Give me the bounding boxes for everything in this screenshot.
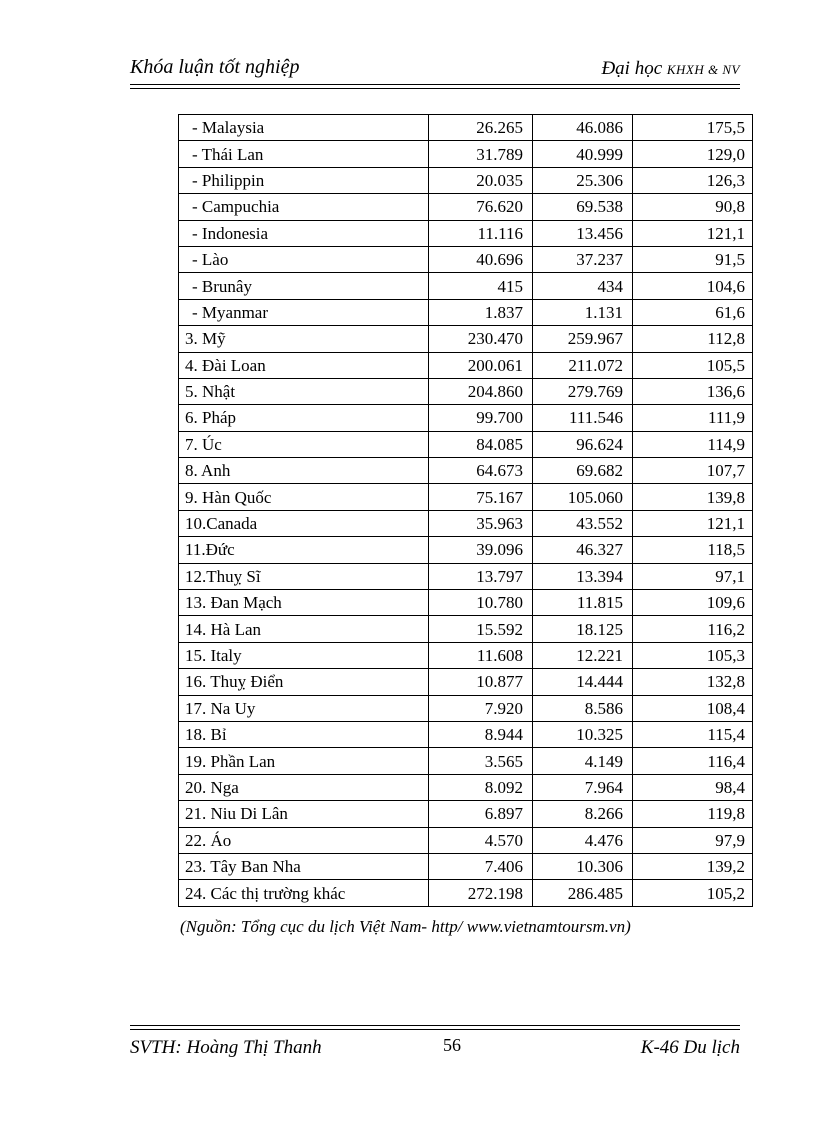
market-name-cell: 4. Đài Loan (179, 352, 429, 378)
market-name-cell: 23. Tây Ban Nha (179, 853, 429, 879)
value-col1-cell: 10.780 (429, 590, 533, 616)
percent-cell: 118,5 (633, 537, 753, 563)
percent-cell: 121,1 (633, 510, 753, 536)
table-row (179, 194, 753, 220)
market-name-cell: 6. Pháp (179, 405, 429, 431)
percent-cell: 105,5 (633, 352, 753, 378)
value-col1-cell: 39.096 (429, 537, 533, 563)
table-row (179, 748, 753, 774)
header-thesis-title: Khóa luận tốt nghiệp (130, 56, 300, 78)
value-col2-cell: 8.586 (533, 695, 633, 721)
header-university (601, 58, 740, 80)
value-col1-cell: 64.673 (429, 458, 533, 484)
table-row (179, 510, 753, 536)
value-col1-cell: 76.620 (429, 194, 533, 220)
market-name-cell: 13. Đan Mạch (179, 590, 429, 616)
value-col2-cell: 259.967 (533, 326, 633, 352)
value-col1-cell: 230.470 (429, 326, 533, 352)
value-col2-cell: 14.444 (533, 669, 633, 695)
market-name-cell: - Thái Lan (179, 141, 429, 167)
percent-cell: 91,5 (633, 246, 753, 272)
table-row (179, 590, 753, 616)
market-name-cell: 12.Thuỵ Sĩ (179, 563, 429, 589)
market-name-cell: 11.Đức (179, 537, 429, 563)
percent-cell: 97,1 (633, 563, 753, 589)
table-row (179, 167, 753, 193)
table-row (179, 273, 753, 299)
table-row (179, 695, 753, 721)
value-col2-cell: 211.072 (533, 352, 633, 378)
value-col1-cell: 272.198 (429, 880, 533, 906)
footer-author: SVTH: Hoàng Thị Thanh (130, 1037, 322, 1058)
footer-class: K-46 Du lịch (640, 1037, 740, 1058)
percent-cell: 112,8 (633, 326, 753, 352)
market-name-cell: 14. Hà Lan (179, 616, 429, 642)
percent-cell: 129,0 (633, 141, 753, 167)
percent-cell: 116,2 (633, 616, 753, 642)
value-col2-cell: 286.485 (533, 880, 633, 906)
value-col1-cell: 31.789 (429, 141, 533, 167)
percent-cell: 116,4 (633, 748, 753, 774)
header-rule (130, 84, 740, 89)
source-note: (Nguồn: Tổng cục du lịch Việt Nam- http/ www.vietnamtoursm.vn) (180, 917, 631, 936)
value-col2-cell: 111.546 (533, 405, 633, 431)
value-col2-cell: 7.964 (533, 774, 633, 800)
percent-cell: 132,8 (633, 669, 753, 695)
table-row (179, 669, 753, 695)
value-col2-cell: 8.266 (533, 801, 633, 827)
market-name-cell: 15. Italy (179, 642, 429, 668)
table-row (179, 774, 753, 800)
value-col1-cell: 415 (429, 273, 533, 299)
market-name-cell: 8. Anh (179, 458, 429, 484)
value-col1-cell: 204.860 (429, 378, 533, 404)
value-col1-cell: 35.963 (429, 510, 533, 536)
table-row (179, 484, 753, 510)
value-col1-cell: 20.035 (429, 167, 533, 193)
table-body (179, 115, 753, 907)
table-row (179, 537, 753, 563)
value-col1-cell: 3.565 (429, 748, 533, 774)
market-name-cell: - Campuchia (179, 194, 429, 220)
table-row (179, 405, 753, 431)
market-name-cell: 7. Úc (179, 431, 429, 457)
value-col2-cell: 1.131 (533, 299, 633, 325)
value-col2-cell: 4.476 (533, 827, 633, 853)
value-col2-cell: 37.237 (533, 246, 633, 272)
market-name-cell: 18. Bỉ (179, 721, 429, 747)
value-col1-cell: 7.920 (429, 695, 533, 721)
table-row (179, 299, 753, 325)
table-row (179, 326, 753, 352)
percent-cell: 105,3 (633, 642, 753, 668)
value-col2-cell: 12.221 (533, 642, 633, 668)
header-university-main: Đại học (601, 58, 663, 79)
percent-cell: 98,4 (633, 774, 753, 800)
percent-cell: 108,4 (633, 695, 753, 721)
table-row (179, 220, 753, 246)
market-name-cell: 3. Mỹ (179, 326, 429, 352)
table-row (179, 431, 753, 457)
value-col1-cell: 15.592 (429, 616, 533, 642)
percent-cell: 119,8 (633, 801, 753, 827)
page-number: 56 (443, 1035, 461, 1055)
value-col1-cell: 11.116 (429, 220, 533, 246)
value-col1-cell: 8.944 (429, 721, 533, 747)
market-name-cell: 22. Áo (179, 827, 429, 853)
table-row (179, 141, 753, 167)
value-col2-cell: 18.125 (533, 616, 633, 642)
table-row (179, 827, 753, 853)
percent-cell: 115,4 (633, 721, 753, 747)
value-col2-cell: 46.327 (533, 537, 633, 563)
table-row (179, 642, 753, 668)
value-col1-cell: 7.406 (429, 853, 533, 879)
percent-cell: 105,2 (633, 880, 753, 906)
value-col2-cell: 10.325 (533, 721, 633, 747)
percent-cell: 109,6 (633, 590, 753, 616)
table-row (179, 246, 753, 272)
value-col2-cell: 434 (533, 273, 633, 299)
market-name-cell: 16. Thuỵ Điển (179, 669, 429, 695)
value-col1-cell: 84.085 (429, 431, 533, 457)
percent-cell: 139,8 (633, 484, 753, 510)
percent-cell: 114,9 (633, 431, 753, 457)
table-row (179, 801, 753, 827)
value-col1-cell: 6.897 (429, 801, 533, 827)
header-university-faculty: KHXH & NV (666, 62, 740, 77)
percent-cell: 107,7 (633, 458, 753, 484)
market-name-cell: 10.Canada (179, 510, 429, 536)
percent-cell: 175,5 (633, 115, 753, 141)
value-col2-cell: 13.456 (533, 220, 633, 246)
market-name-cell: - Myanmar (179, 299, 429, 325)
value-col2-cell: 69.538 (533, 194, 633, 220)
market-name-cell: 21. Niu Di Lân (179, 801, 429, 827)
table-row (179, 378, 753, 404)
table-row (179, 563, 753, 589)
value-col1-cell: 11.608 (429, 642, 533, 668)
value-col2-cell: 10.306 (533, 853, 633, 879)
value-col1-cell: 1.837 (429, 299, 533, 325)
table-row (179, 115, 753, 141)
percent-cell: 61,6 (633, 299, 753, 325)
market-name-cell: - Lào (179, 246, 429, 272)
market-name-cell: - Brunây (179, 273, 429, 299)
value-col2-cell: 279.769 (533, 378, 633, 404)
table-row (179, 458, 753, 484)
value-col2-cell: 43.552 (533, 510, 633, 536)
market-name-cell: - Indonesia (179, 220, 429, 246)
value-col1-cell: 8.092 (429, 774, 533, 800)
market-name-cell: 20. Nga (179, 774, 429, 800)
value-col1-cell: 26.265 (429, 115, 533, 141)
market-name-cell: 19. Phần Lan (179, 748, 429, 774)
value-col2-cell: 46.086 (533, 115, 633, 141)
value-col2-cell: 96.624 (533, 431, 633, 457)
percent-cell: 111,9 (633, 405, 753, 431)
percent-cell: 139,2 (633, 853, 753, 879)
value-col1-cell: 10.877 (429, 669, 533, 695)
market-name-cell: - Malaysia (179, 115, 429, 141)
value-col1-cell: 4.570 (429, 827, 533, 853)
market-name-cell: 17. Na Uy (179, 695, 429, 721)
value-col2-cell: 25.306 (533, 167, 633, 193)
percent-cell: 90,8 (633, 194, 753, 220)
market-name-cell: 5. Nhật (179, 378, 429, 404)
market-name-cell: 9. Hàn Quốc (179, 484, 429, 510)
percent-cell: 121,1 (633, 220, 753, 246)
market-name-cell: - Philippin (179, 167, 429, 193)
percent-cell: 126,3 (633, 167, 753, 193)
value-col1-cell: 13.797 (429, 563, 533, 589)
percent-cell: 97,9 (633, 827, 753, 853)
value-col1-cell: 75.167 (429, 484, 533, 510)
value-col2-cell: 40.999 (533, 141, 633, 167)
table-row (179, 352, 753, 378)
value-col2-cell: 4.149 (533, 748, 633, 774)
value-col2-cell: 13.394 (533, 563, 633, 589)
value-col1-cell: 99.700 (429, 405, 533, 431)
table-row (179, 721, 753, 747)
visitor-table (178, 114, 753, 907)
value-col1-cell: 40.696 (429, 246, 533, 272)
table-row (179, 880, 753, 906)
percent-cell: 136,6 (633, 378, 753, 404)
percent-cell: 104,6 (633, 273, 753, 299)
value-col2-cell: 11.815 (533, 590, 633, 616)
value-col2-cell: 105.060 (533, 484, 633, 510)
footer-rule (130, 1025, 740, 1030)
market-name-cell: 24. Các thị trường khác (179, 880, 429, 906)
value-col1-cell: 200.061 (429, 352, 533, 378)
value-col2-cell: 69.682 (533, 458, 633, 484)
table-row (179, 853, 753, 879)
table-row (179, 616, 753, 642)
